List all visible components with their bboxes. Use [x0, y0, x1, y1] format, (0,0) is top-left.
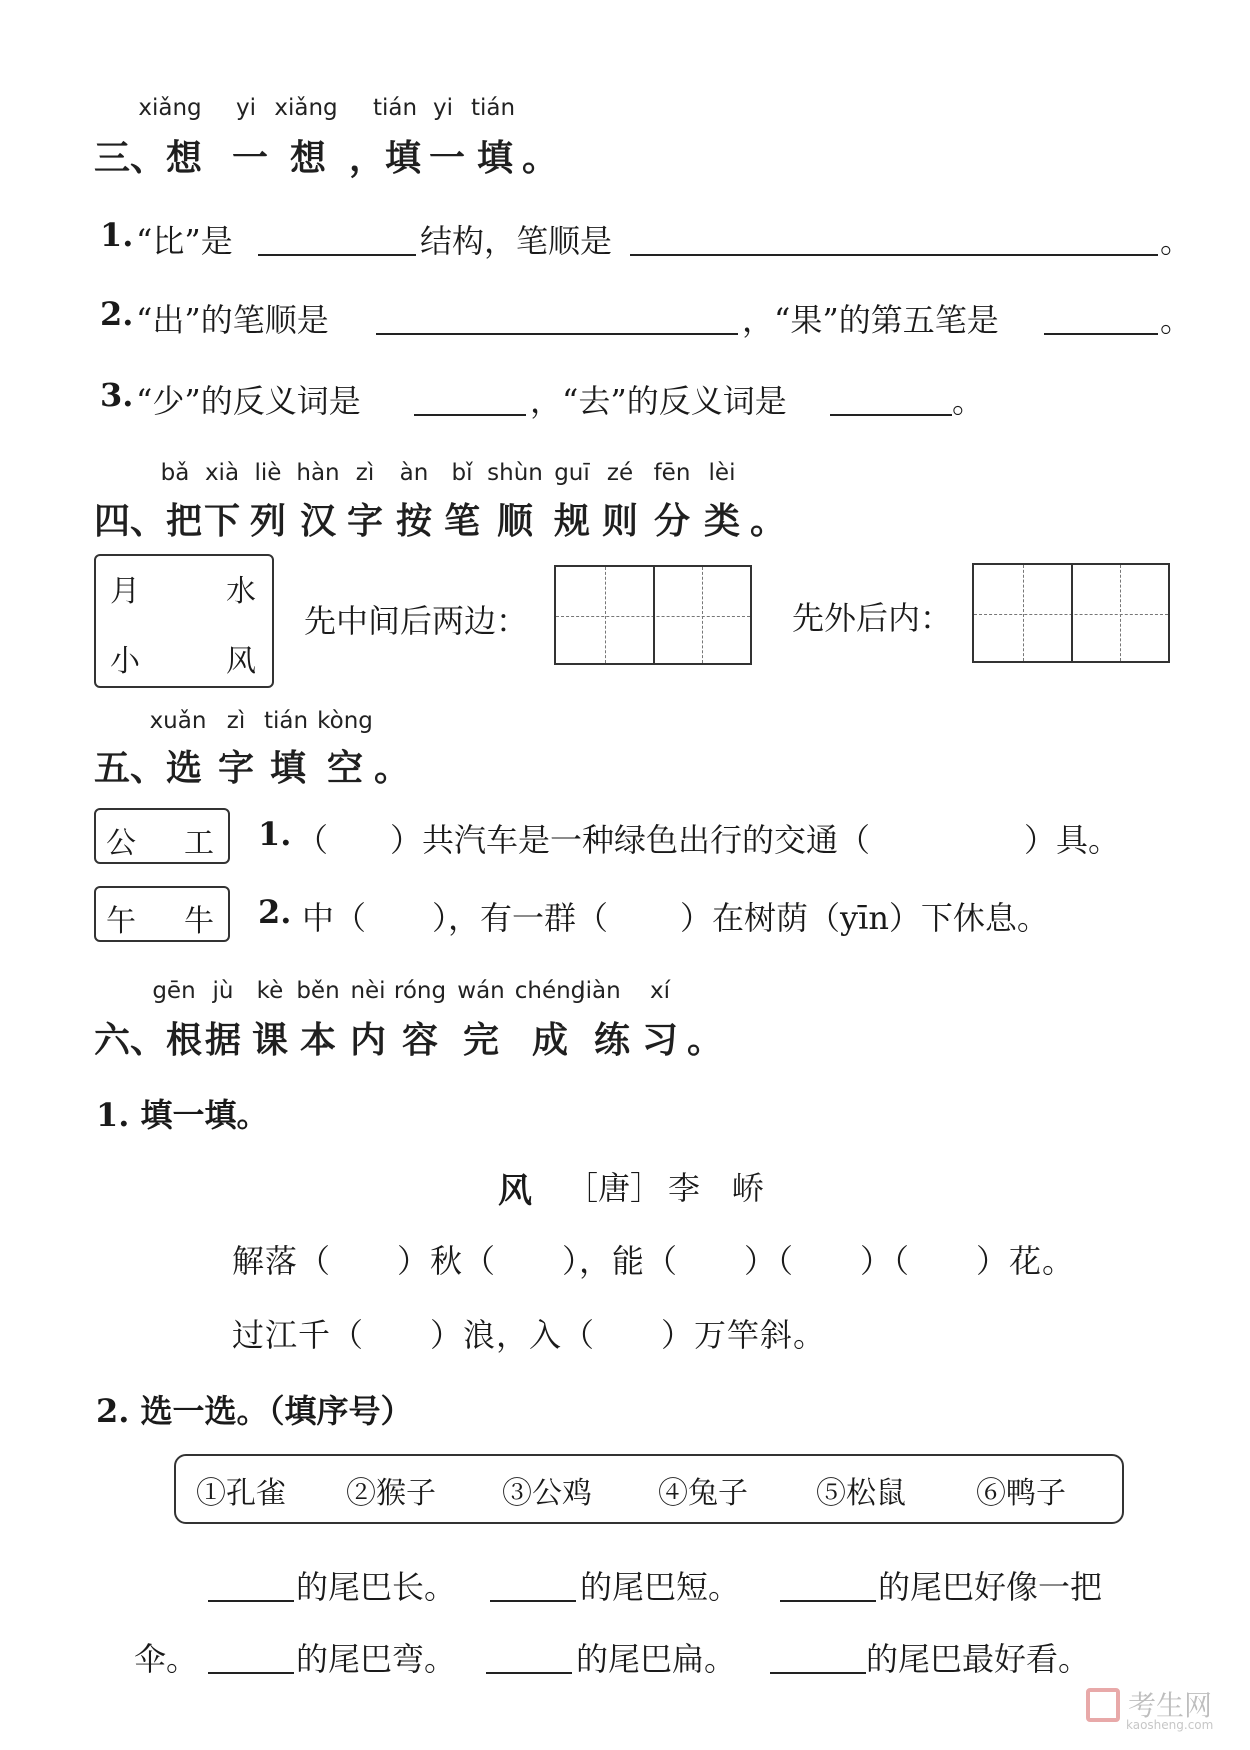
poem-header: [0, 1163, 1250, 1211]
pinyin: hàn: [296, 460, 340, 486]
question-number: 1.: [258, 815, 292, 853]
punct: 。: [1160, 301, 1193, 339]
punct: 。: [952, 382, 985, 420]
watermark-name: 考生网: [1128, 1689, 1213, 1722]
option-char: 工: [184, 826, 214, 861]
pinyin: zì: [226, 708, 246, 734]
pinyin: tián: [470, 95, 516, 121]
tail-text: 的尾巴好像一把: [878, 1568, 1103, 1606]
title-char: 完: [462, 1020, 500, 1061]
question-text: ）共汽车是一种绿色出行的交通（: [390, 821, 871, 859]
title-char: 字: [346, 501, 384, 542]
sec5-q2: [0, 893, 1250, 937]
pinyin: bǐ: [451, 460, 473, 486]
pinyin: bǎ: [160, 460, 190, 486]
char-box: [94, 554, 274, 688]
title-char: 五、选: [93, 748, 203, 789]
pinyin: xià: [204, 460, 240, 486]
pinyin: yi: [235, 95, 257, 121]
pinyin: liè: [254, 460, 282, 486]
poem-author: 李 峤: [668, 1169, 765, 1207]
char: 风: [226, 644, 256, 679]
watermark-logo-icon: [1086, 1688, 1120, 1722]
question-text: ）具。: [1024, 821, 1121, 859]
sec6-title: [0, 1012, 1250, 1061]
watermark-url: kaosheng.com: [1126, 1718, 1214, 1732]
q2-label: 2. 选一选。（填序号）: [96, 1392, 413, 1430]
title-char: 本: [299, 1020, 337, 1061]
question-text: 结构，笔顺是: [420, 222, 613, 260]
question-text: ），有一群（: [432, 899, 609, 937]
title-char: 字: [217, 748, 255, 789]
sec4-title: [0, 493, 1250, 542]
question-number: 1.: [100, 216, 134, 254]
option-char: 牛: [184, 904, 214, 939]
option-char: 公: [106, 826, 136, 861]
answer-blank[interactable]: [486, 1672, 572, 1674]
pinyin: jù: [212, 978, 234, 1004]
title-char: 课: [251, 1020, 289, 1061]
poem-line-2: 过江千（ ）浪，入（ ）万竿斜。: [232, 1316, 827, 1354]
pinyin: guī: [554, 460, 590, 486]
title-char: 规: [553, 501, 591, 542]
sec6-pinyin: [0, 978, 1250, 1006]
pinyin: róng: [393, 978, 447, 1004]
sec3-pinyin: [0, 95, 1250, 123]
tail-row-1: [0, 1562, 1250, 1604]
pinyin: wán: [457, 978, 505, 1004]
title-char: 汉: [299, 501, 337, 542]
pinyin: xiǎng: [138, 95, 202, 121]
title-char: 据: [204, 1020, 242, 1061]
sec3-q1: [0, 216, 1250, 260]
title-char: 一: [428, 138, 466, 179]
title-char: 想: [289, 138, 327, 179]
answer-blank[interactable]: [830, 414, 952, 416]
title-char: 则: [601, 501, 639, 542]
title-char: 习: [641, 1020, 679, 1061]
question-text: ，“果”的第五笔是: [742, 301, 999, 339]
punct: 。: [1160, 222, 1193, 260]
answer-blank[interactable]: [208, 1672, 294, 1674]
writing-grid-2[interactable]: [972, 563, 1170, 663]
title-char: 练: [593, 1020, 631, 1061]
question-text: “比”是: [136, 222, 233, 260]
tail-text: 伞。: [134, 1640, 199, 1678]
title-char: 。: [373, 748, 411, 789]
title-char: 四、把: [93, 501, 203, 542]
title-char: 填: [476, 138, 514, 179]
pinyin: tián: [263, 708, 309, 734]
pinyin: shùn: [487, 460, 543, 486]
tail-text: 的尾巴扁。: [576, 1640, 737, 1678]
pinyin: běn: [296, 978, 340, 1004]
question-text: ，“去”的反义词是: [530, 382, 787, 420]
question-text: （: [296, 821, 329, 859]
question-text: “出”的笔顺是: [136, 301, 329, 339]
title-char: 内: [349, 1020, 387, 1061]
tail-text: 的尾巴最好看。: [866, 1640, 1091, 1678]
poem-line-1: 解落（ ）秋（ ），能（ ）（ ）（ ）花。: [232, 1242, 1076, 1280]
title-char: 。: [686, 1020, 724, 1061]
title-char: ，填: [348, 138, 422, 179]
answer-blank[interactable]: [490, 1600, 576, 1602]
title-char: 六、根: [93, 1020, 203, 1061]
title-char: 列: [249, 501, 287, 542]
pinyin: liàn: [579, 978, 621, 1004]
title-char: 顺: [496, 501, 534, 542]
animal-option: ⑥鸭子: [976, 1476, 1066, 1511]
pinyin: chéng: [514, 978, 586, 1004]
title-char: 。: [521, 138, 559, 179]
pinyin: lèi: [708, 460, 736, 486]
animal-option: ①孔雀: [196, 1476, 286, 1511]
q1-label: 1. 填一填。: [96, 1096, 269, 1134]
title-char: 三、想: [93, 138, 203, 179]
poem-dynasty: ［唐］: [566, 1169, 663, 1207]
char: 月: [110, 574, 140, 609]
title-char: 空: [326, 748, 364, 789]
pinyin: fēn: [653, 460, 691, 486]
question-text: 中（: [302, 899, 367, 937]
pinyin: kè: [256, 978, 284, 1004]
title-char: 笔: [443, 501, 481, 542]
sec4-pinyin: [0, 460, 1250, 488]
question-number: 3.: [100, 376, 134, 414]
title-char: 类: [703, 501, 741, 542]
tail-row-2: [0, 1634, 1250, 1676]
option-char: 午: [106, 904, 136, 939]
pinyin: àn: [399, 460, 429, 486]
title-char: 按: [395, 501, 433, 542]
sec3-title: [0, 130, 1250, 179]
char: 小: [110, 644, 140, 679]
title-char: 填: [269, 748, 307, 789]
pinyin: kòng: [317, 708, 373, 734]
title-char: 一: [231, 138, 269, 179]
answer-blank[interactable]: [1044, 333, 1158, 335]
pinyin: gēn: [152, 978, 196, 1004]
tail-text: 的尾巴短。: [580, 1568, 741, 1606]
question-text: “少”的反义词是: [136, 382, 361, 420]
rule-label-2: 先外后内：: [792, 599, 953, 637]
title-char: 下: [203, 501, 241, 542]
title-char: 容: [401, 1020, 439, 1061]
tail-text: 的尾巴长。: [296, 1568, 457, 1606]
sec3-q2: [0, 295, 1250, 339]
pinyin: tián: [372, 95, 418, 121]
watermark: [1086, 1688, 1236, 1736]
rule-label-1: 先中间后两边：: [304, 602, 529, 640]
poem-title: 风: [498, 1171, 532, 1211]
question-number: 2.: [100, 295, 134, 333]
char: 水: [226, 574, 256, 609]
animal-option: ③公鸡: [502, 1476, 592, 1511]
title-char: 。: [749, 501, 787, 542]
pinyin: xuǎn: [149, 708, 207, 734]
answer-blank[interactable]: [258, 254, 416, 256]
tail-text: 的尾巴弯。: [296, 1640, 457, 1678]
sec5-q1: [0, 815, 1250, 859]
title-char: 分: [653, 501, 691, 542]
answer-blank[interactable]: [208, 1600, 294, 1602]
sec3-q3: [0, 376, 1250, 420]
animal-option: ②猴子: [346, 1476, 436, 1511]
answer-blank[interactable]: [630, 254, 1158, 256]
writing-grid-1[interactable]: [554, 565, 752, 665]
animal-option: ④兔子: [658, 1476, 748, 1511]
pinyin: yi: [432, 95, 454, 121]
sec5-title: [0, 740, 1250, 789]
answer-blank[interactable]: [376, 333, 738, 335]
pinyin: nèi: [350, 978, 386, 1004]
animal-options-box: [174, 1454, 1124, 1524]
animal-option: ⑤松鼠: [816, 1476, 906, 1511]
pinyin: xí: [649, 978, 671, 1004]
question-number: 2.: [258, 893, 292, 931]
pinyin: zé: [606, 460, 634, 486]
title-char: 成: [531, 1020, 569, 1061]
answer-blank[interactable]: [780, 1600, 876, 1602]
sec5-pinyin: [0, 708, 1250, 736]
question-text: ）在树荫（yīn）下休息。: [680, 899, 1049, 937]
answer-blank[interactable]: [770, 1672, 866, 1674]
pinyin: xiǎng: [274, 95, 338, 121]
answer-blank[interactable]: [414, 414, 526, 416]
pinyin: zì: [355, 460, 375, 486]
